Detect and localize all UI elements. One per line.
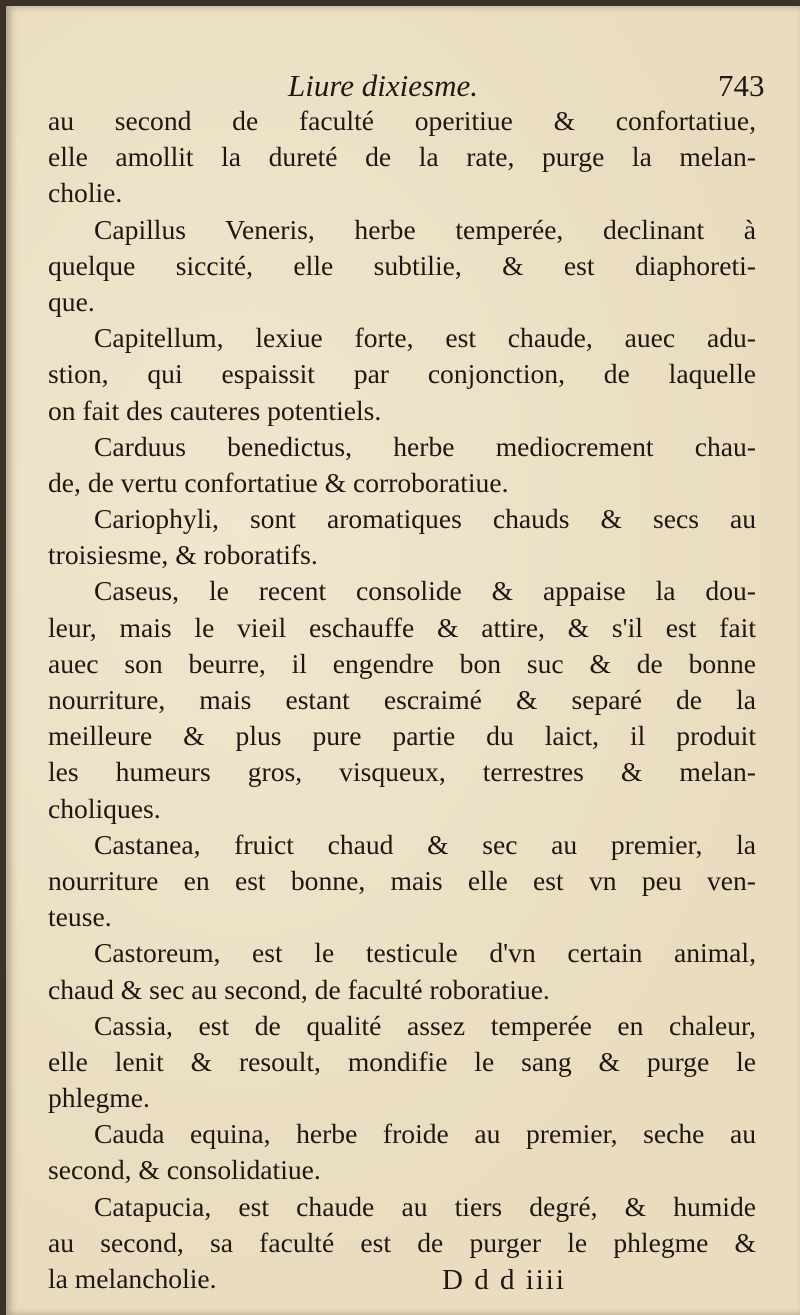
text-line: que. (48, 285, 95, 317)
text-line: on fait des cauteres potentiels. (48, 394, 382, 426)
text-line: Castanea, fruict chaud & sec au premier, la (94, 828, 756, 860)
text-line: cholie. (48, 177, 123, 209)
text-line: Castoreum, est le testicule d'vn certain animal, (94, 937, 756, 969)
text-line: elle lenit & resoult, mondifie le sang & purge le (48, 1045, 756, 1077)
book-page (6, 6, 800, 1315)
text-line: nourriture en est bonne, mais elle est vn peu ven- (48, 864, 756, 896)
signature-mark: D d d iiii (442, 1264, 566, 1296)
page-header (6, 68, 800, 108)
text-line: Capillus Veneris, herbe temperée, declinant à (94, 213, 756, 245)
text-line: les humeurs gros, visqueux, terrestres & melan- (48, 756, 756, 788)
text-line: auec son beurre, il engendre bon suc & de bonne (48, 647, 756, 679)
text-line: phlegme. (48, 1082, 150, 1114)
text-line: nourriture, mais estant escraimé & separé de la (48, 684, 756, 715)
text-line: Catapucia, est chaude au tiers degré, & humide (94, 1190, 756, 1222)
text-line: chaud & sec au second, de faculté roboratiue. (48, 973, 550, 1005)
text-line: Capitellum, lexiue forte, est chaude, auec adu- (94, 322, 756, 354)
text-line: Cauda equina, herbe froide au premier, seche au (94, 1118, 756, 1150)
page-number: 743 (718, 68, 765, 103)
text-line: elle amollit la dureté de la rate, purge la melan- (48, 141, 756, 173)
text-line: teuse. (48, 901, 112, 933)
text-line: Carduus benedictus, herbe mediocrement chau- (94, 430, 756, 462)
text-line: second, & consolidatiue. (48, 1154, 321, 1186)
text-line: choliques. (48, 792, 161, 824)
text-line: de, de vertu confortatiue & corroboratiue. (48, 466, 509, 498)
text-line: au second, sa faculté est de purger le phlegme & (48, 1226, 756, 1258)
body-text (48, 103, 756, 1297)
text-line: troisiesme, & roboratifs. (48, 539, 318, 571)
running-title: Liure dixiesme. (288, 68, 478, 103)
text-line: Cassia, est de qualité assez temperée en chaleur, (94, 1009, 756, 1041)
text-line: au second de faculté operitiue & confortatiue, (48, 105, 756, 136)
text-line: meilleure & plus pure partie du laict, il produit (48, 720, 756, 752)
text-line: Cariophyli, sont aromatiques chauds & secs au (94, 503, 756, 535)
text-line: leur, mais le vieil eschauffe & attire, & s'il est fait (48, 611, 756, 643)
page-footer (6, 1264, 800, 1304)
text-line: Caseus, le recent consolide & appaise la dou- (94, 575, 756, 607)
text-line: quelque siccité, elle subtilie, & est diaphoreti- (48, 249, 756, 281)
text-line: stion, qui espaissit par conjonction, de laquelle (48, 358, 756, 390)
text-line: la melancholie. (48, 1263, 217, 1294)
